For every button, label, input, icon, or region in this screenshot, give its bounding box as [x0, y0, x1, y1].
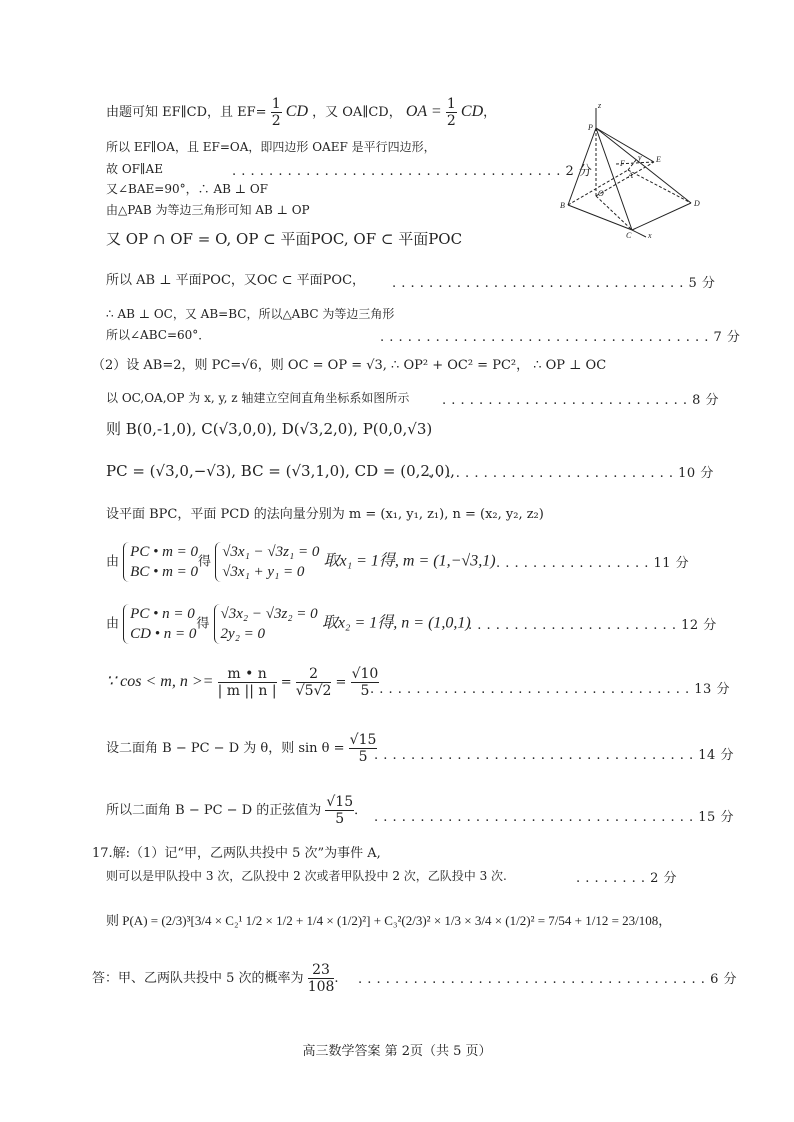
leader-dots: . . . . . . . . . . . . . . . . . . . . . . . . . . . . . . . . . . . . 2 分 — [232, 164, 593, 179]
text: . — [334, 971, 339, 986]
line-23 — [92, 962, 339, 995]
edge-PD — [596, 128, 691, 203]
num: 23 — [308, 962, 335, 979]
line-18 — [106, 732, 377, 765]
fraction — [308, 962, 335, 995]
line-12: 则 B(0,-1,0), C(√3,0,0), D(√3,2,0), P(0,0,√3) — [106, 420, 433, 438]
text: ，又 OA∥CD， — [312, 105, 402, 120]
den: 5 — [335, 811, 345, 827]
leader-dots: . . . . . . . . . . . . . . . . . . . . . . . . . . . . . . . . . . . . 7 分 — [380, 330, 741, 345]
num: √15 — [326, 794, 354, 810]
line-9: 所以∠ABC=60°． — [106, 328, 211, 342]
text: 答：甲、乙两队共投中 5 次的概率为 — [92, 971, 304, 986]
label-z: z — [598, 101, 602, 110]
score: 10 分 — [678, 466, 714, 481]
leader-dots: . . . . . . . . . . . . . . . . . . . . . . . . . . . . . . . . . . . 13 分 — [370, 682, 730, 697]
score: 2 分 — [565, 164, 593, 179]
eq: PC • n = 0 — [130, 606, 195, 622]
line-6: 又 OP ∩ OF = O, OP ⊂ 平面POC, OF ⊂ 平面POC — [106, 230, 463, 248]
score: 12 分 — [681, 618, 717, 633]
label-F: F — [620, 159, 625, 168]
text: 由 — [106, 616, 120, 632]
leader-dots: . . . . . . . . . . . . . . . . . . . . . . . . . . . . . . . . . . . . . . 6 分 — [358, 972, 737, 987]
edge-PE — [596, 128, 654, 162]
line-10: （2）设 AB=2，则 PC=√6，则 OC = OP = √3, ∴ OP² + OC² = PC²， ∴ OP ⊥ OC — [92, 358, 607, 373]
leader-dots: . . . . . . . . 2 分 — [576, 871, 678, 886]
den: | m || n | — [217, 683, 277, 699]
score: 13 分 — [694, 682, 730, 697]
leader-dots: . . . . . . . . . . . . . . . . . 11 分 — [496, 556, 690, 571]
line-22: 则 P(A) = (2/3)³[3/4 × C₂¹ 1/2 × 1/2 + 1/4 × (1/2)²] + C₃²(2/3)² × 1/3 × 3/4 × (1/2)² = 7/54 + 1/12 = 23/108， — [106, 913, 672, 928]
line-8: ∴ AB ⊥ OC，又 AB=BC，所以△ABC 为等边三角形 — [106, 307, 395, 321]
score: 7 分 — [713, 330, 741, 345]
line-7: 所以 AB ⊥ 平面POC，又OC ⊂ 平面POC， — [106, 273, 366, 288]
equals: = — [280, 675, 292, 690]
fraction — [296, 666, 332, 699]
line-21: 则可以是甲队投中 3 次，乙队投中 2 次或者甲队投中 2 次，乙队投中 3 次. — [106, 869, 507, 883]
score: 11 分 — [653, 556, 690, 571]
pyramid-figure — [556, 100, 706, 240]
label-y: y — [638, 153, 642, 162]
equals: = — [335, 675, 347, 690]
num: m • n — [218, 666, 277, 683]
score: 15 分 — [698, 810, 734, 825]
score: 8 分 — [692, 393, 720, 408]
label-x: x — [648, 231, 652, 240]
label-P: P — [588, 123, 593, 132]
leader-dots: . . . . . . . . . . . . . . . . . . . . . . . . . . . . . . . . . . . 15 分 — [374, 810, 734, 825]
eq: BC • m = 0 — [130, 564, 199, 580]
fraction-half: $\frac{1}{2}$ — [446, 96, 456, 129]
text: 得 — [198, 554, 212, 570]
num: 2 — [296, 666, 332, 683]
line-3 — [106, 160, 163, 178]
den: 5 — [358, 749, 368, 765]
leader-dots: . . . . . . . . . . . . . . . . . . . . . . . 12 分 — [468, 618, 717, 633]
leader-dots: . . . . . . . . . . . . . . . . . . . . . . . . . . . 8 分 — [442, 393, 720, 408]
leader-dots: . . . . . . . . . . . . . . . . . . . . . . . . . . . . . . . . . . . 14 分 — [374, 748, 734, 763]
fraction-half: $\frac{1}{2}$ — [271, 96, 281, 129]
text: 故 OF∥AE — [106, 162, 163, 176]
edge-PB — [565, 128, 596, 205]
fraction — [218, 666, 277, 699]
line-20: 17.解:（1）记“甲，乙两队共投中 5 次”为事件 A, — [92, 846, 381, 861]
line-14: 设平面 BPC，平面 PCD 的法向量分别为 m = (x₁, y₁, z₁), n = (x₂, y₂, z₂) — [106, 507, 544, 522]
text: 由题可知 EF∥CD，且 EF= — [106, 105, 267, 120]
score: 6 分 — [710, 972, 737, 987]
label-C: C — [626, 231, 632, 240]
score: 5 分 — [688, 276, 716, 291]
system-right — [215, 542, 319, 582]
line-4: 又∠BAE=90°，∴ AB ⊥ OF — [106, 182, 269, 196]
den: 5 — [360, 683, 370, 699]
line-5: 由△PAB 为等边三角形可知 AB ⊥ OP — [106, 203, 310, 217]
system-left — [123, 604, 196, 644]
num: √15 — [349, 732, 377, 748]
fraction — [325, 794, 354, 827]
eq: √3x₁ + y₁ = 0 — [222, 564, 305, 580]
text: 所以二面角 B − PC − D 的正弦值为 — [106, 803, 322, 818]
text: 得 — [196, 616, 210, 632]
eq: CD • n = 0 — [130, 626, 197, 642]
eq: √3x₂ − √3z₂ = 0 — [220, 606, 318, 622]
system-right — [214, 604, 318, 644]
result: 取x₁ = 1得, m = (1,−√3,1) — [323, 552, 496, 570]
eq: 2y₂ = 0 — [220, 626, 266, 642]
line-17 — [106, 666, 379, 699]
line-15 — [106, 542, 496, 582]
text: 由 — [106, 554, 120, 570]
line-16 — [106, 604, 471, 644]
edge-PC — [596, 128, 632, 230]
label-A: A — [628, 171, 633, 180]
label-E: E — [656, 155, 661, 164]
leader-dots: . . . . . . . . . . . . . . . . . . . . . . . . . . . 10 分 — [428, 466, 714, 481]
text: ， — [483, 105, 497, 120]
leader-dots: . . . . . . . . . . . . . . . . . . . . . . . . . . . . . . . . 5 分 — [392, 276, 716, 291]
score: 2 分 — [650, 871, 678, 886]
line-11: 以 OC,OA,OP 为 x, y, z 轴建立空间直角坐标系如图所示 — [106, 391, 410, 405]
label-O: O — [598, 189, 604, 198]
eq: PC • m = 0 — [130, 544, 199, 560]
score: 14 分 — [698, 748, 734, 763]
system-left — [123, 542, 198, 582]
line-19 — [106, 794, 367, 827]
line-13: PC = (√3,0,−√3), BC = (√3,1,0), CD = (0,2,0), — [106, 462, 455, 480]
line-1: 由题可知 EF∥CD，且 EF= $\frac{1}{2}$ CD ，又 OA∥CD， OA = $\frac{1}{2}$ CD， — [106, 96, 497, 129]
text: ∵ cos < m, n >= — [106, 673, 214, 690]
text: 设二面角 B − PC − D 为 θ，则 sin θ = — [106, 741, 345, 756]
eq: √3x₁ − √3z₁ = 0 — [222, 544, 320, 560]
page-footer: 高三数学答案 第 2页（共 5 页） — [302, 1044, 492, 1059]
line-2: 所以 EF∥OA，且 EF=OA，即四边形 OAEF 是平行四边形， — [106, 140, 436, 154]
den: 108 — [307, 979, 335, 995]
num: √10 — [351, 666, 379, 682]
label-B: B — [560, 201, 565, 210]
den: √5√2 — [295, 683, 332, 699]
label-D: D — [694, 199, 700, 208]
text: ． — [354, 803, 368, 818]
result: 取x₂ = 1得, n = (1,0,1) — [321, 614, 471, 632]
